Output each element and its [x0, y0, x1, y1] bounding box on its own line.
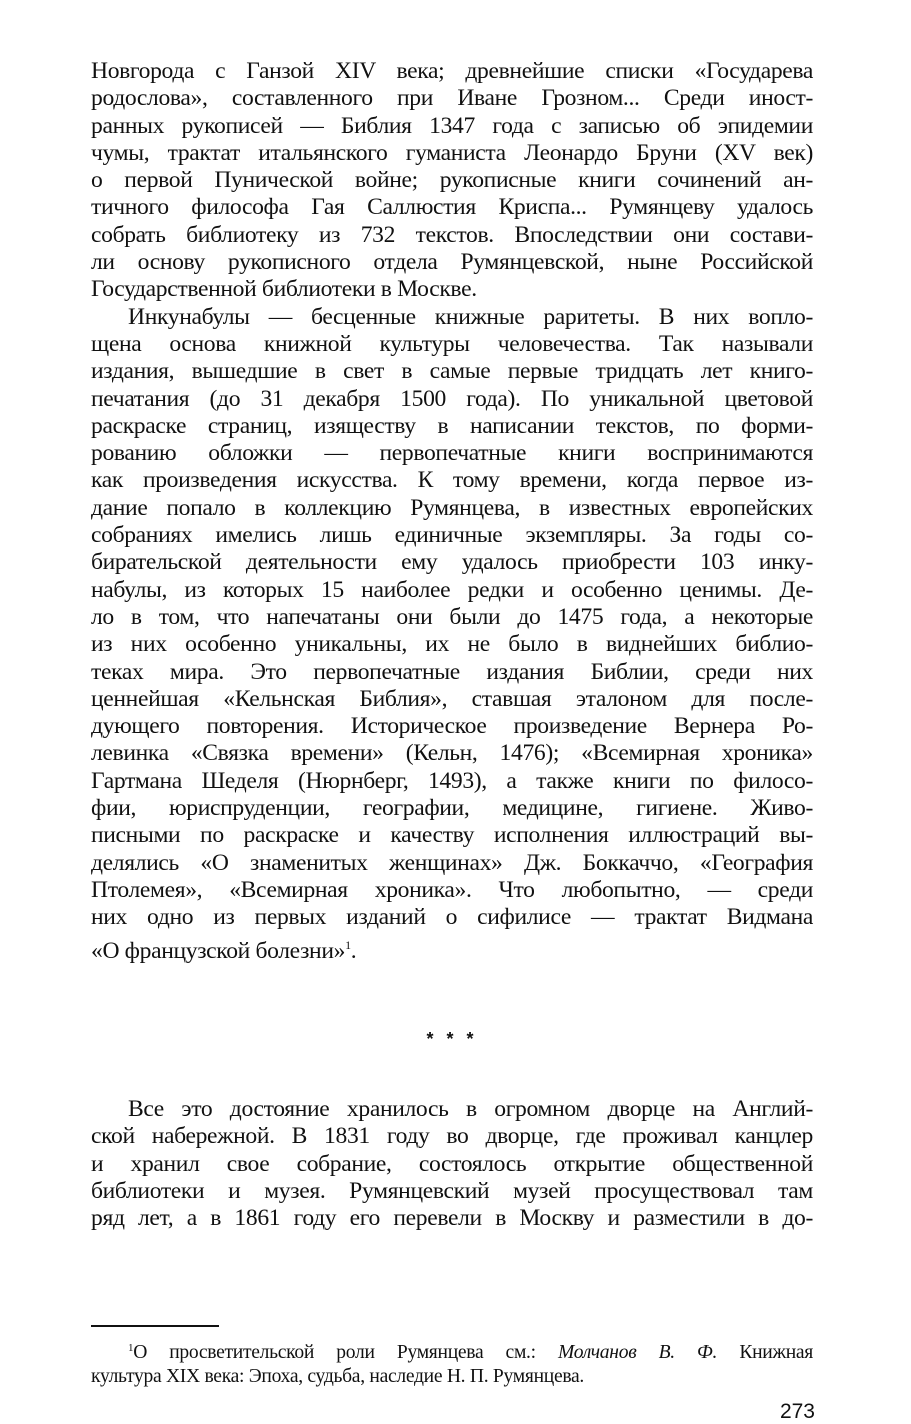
text-line: Инкунабулы — бесценные книжные раритеты. В них вопло- [128, 303, 813, 330]
text-line: собрать библиотеку из 732 текстов. Впоследствии они состави- [91, 221, 813, 248]
paragraph-3 [91, 1096, 813, 1232]
text-line: дание попало в коллекцию Румянцева, в известных европейских [91, 494, 813, 521]
text-line: библиотеки и музея. Румянцевский музей просуществовал там [91, 1177, 813, 1204]
footnote-divider [91, 1325, 219, 1327]
paragraph-1 [91, 58, 813, 304]
text-line: Новгорода с Ганзой XIV века; древнейшие списки «Государева [91, 58, 813, 84]
text-fragment: «О французской болезни» [91, 937, 346, 964]
text-line: собраниях имелись лишь единичные экземпляры. За годы со- [91, 522, 813, 549]
paragraph-2 [91, 304, 813, 965]
period: . [350, 937, 357, 964]
text-line: родослова», составленного при Иване Грозном... Среди иност- [91, 85, 813, 112]
text-line: писными по раскраске и качеству исполнения иллюстраций вы- [91, 822, 813, 849]
page-number: 273 [779, 1400, 815, 1423]
text-line: как произведения искусства. К тому времени, когда первое из- [91, 467, 813, 494]
footnote-line: культура XIX века: Эпоха, судьба, наследие Н. П. Румянцева. [91, 1366, 585, 1387]
footnote-text: О просветительской роли Румянцева см.: [133, 1342, 558, 1363]
text-line: теках мира. Это первопечатные издания Библии, среди них [91, 658, 813, 685]
text-line: ли основу рукописного отдела Румянцевской, ныне Российской [91, 249, 813, 276]
text-line-with-footnote [91, 932, 813, 965]
book-page [91, 58, 815, 1423]
text-line: фии, юриспруденции, географии, медицине, гигиене. Живо- [91, 795, 813, 822]
footnote-number: 1 [128, 1342, 134, 1354]
text-line: дующего повторения. Историческое произведение Вернера Ро- [91, 713, 813, 740]
text-line: левинка «Связка времени» (Кельн, 1476); «Всемирная хроника» [91, 740, 813, 767]
text-line: набулы, из которых 15 наиболее редки и особенно ценимы. Де- [91, 576, 813, 603]
text-line: тичного философа Гая Саллюстия Криспа... Румянцеву удалось [91, 194, 813, 221]
footnote-line [91, 1336, 813, 1365]
text-line: издания, вышедшие в свет в самые первые тридцать лет книго- [91, 358, 813, 385]
section-separator: * * * [426, 1029, 478, 1049]
text-line: о первой Пунической войне; рукописные книги сочинений ан- [91, 167, 813, 194]
footnote-reference[interactable]: 1 [345, 937, 351, 952]
footnote-text: Книжная [717, 1342, 813, 1363]
text-line: рованию обложки — первопечатные книги воспринимаются [91, 440, 813, 467]
text-line: ряд лет, а в 1861 году его перевели в Москву и разместили в до- [91, 1205, 813, 1232]
text-line: ранных рукописей — Библия 1347 года с записью об эпидемии [91, 112, 813, 139]
text-line: Птолемея», «Всемирная хроника». Что любопытно, — среди [91, 876, 813, 903]
text-line: ло в том, что напечатаны они были до 1475 года, а некоторые [91, 603, 813, 630]
text-line: них одно из первых изданий о сифилисе — трактат Видмана [91, 904, 813, 931]
text-line: из них особенно уникальны, их не было в виднейших библио- [91, 631, 813, 658]
text-line: ценнейшая «Кельнская Библия», ставшая эталоном для после- [91, 685, 813, 712]
footnote-author: Молчанов В. Ф. [558, 1342, 718, 1363]
text-line: щена основа книжной культуры человечества. Так называли [91, 330, 813, 357]
text-line: Гартмана Шеделя (Нюрнберг, 1493), а также книги по филосо- [91, 767, 813, 794]
text-line: печатания (до 31 декабря 1500 года). По уникальной цветовой [91, 385, 813, 412]
text-line: раскраске страниц, изяществу в написании текстов, по форми- [91, 412, 813, 439]
text-line: Государственной библиотеки в Москве. [91, 276, 477, 303]
text-line: делялись «О знаменитых женщинах» Дж. Боккаччо, «География [91, 849, 813, 876]
text-line: бирательской деятельности ему удалось приобрести 103 инку- [91, 549, 813, 576]
text-line: чумы, трактат итальянского гуманиста Леонардо Бруни (XV век) [91, 139, 813, 166]
text-line: Все это достояние хранилось в огромном дворце на Англий- [128, 1096, 813, 1122]
text-line: и хранил свое собрание, состоялось открытие общественной [91, 1150, 813, 1177]
footnote [91, 1336, 813, 1389]
text-line: ской набережной. В 1831 году во дворце, где проживал канцлер [91, 1123, 813, 1150]
